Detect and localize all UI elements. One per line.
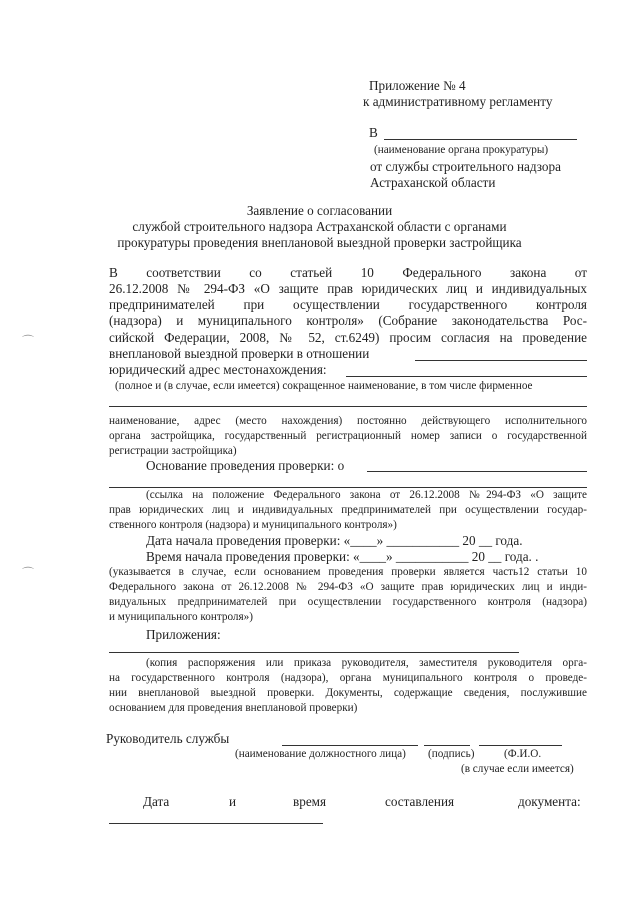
title-line-1: Заявление о согласовании bbox=[246, 203, 393, 218]
basis-line bbox=[367, 471, 587, 472]
footer-word-compilation: составления bbox=[385, 794, 455, 809]
margin-mark: ⌒ bbox=[22, 566, 35, 580]
fio-hint-2: (в случае если имеется) bbox=[461, 763, 574, 775]
attachments-line bbox=[109, 652, 519, 653]
start-time: Время начала проведения проверки: «____» ___________ 20 __ года. . bbox=[146, 549, 539, 564]
prosecutor-name-line bbox=[384, 139, 577, 140]
position-hint: (наименование должностного лица) bbox=[235, 748, 406, 760]
footer-word-date: Дата bbox=[143, 794, 170, 809]
position-line bbox=[282, 745, 418, 746]
basis-label: Основание проведения проверки: о bbox=[146, 458, 345, 473]
fio-line bbox=[479, 745, 562, 746]
legal-address-line bbox=[346, 376, 587, 377]
attachments-hint-2: на государственного контроля (надзора), органа муниципального контроля о проведе- bbox=[109, 672, 587, 684]
developer-name-line bbox=[415, 360, 587, 361]
name-hint-cont-2: органа застройщика, государственный регистрационный номер записи о государственной bbox=[109, 430, 587, 442]
footer-word-time: время bbox=[293, 794, 327, 809]
attachments-hint-1: (копия распоряжения или приказа руководителя, заместителя руководителя орга- bbox=[146, 657, 587, 669]
reglament-reference: к административному регламенту bbox=[363, 94, 553, 109]
basis-hint-1: (ссылка на положение Федерального закона от 26.12.2008 №294-ФЗ «О защите bbox=[146, 489, 587, 501]
body-line-3: предпринимателей при осуществлении государственного контроля bbox=[109, 297, 587, 312]
legal-address-label: юридический адрес местонахождения: bbox=[109, 362, 327, 377]
start-hint-2: Федерального закона от 26.12.2008 № 294-ФЗ «О защите прав юридических лиц и инди- bbox=[109, 581, 587, 593]
from-line-1: от службы строительного надзора bbox=[370, 159, 561, 174]
start-date: Дата начала проведения проверки: «____» ___________ 20 __ года. bbox=[146, 533, 523, 548]
start-hint-4: и муниципального контроля») bbox=[109, 611, 253, 623]
body-line-6: внеплановой выездной проверки в отношении bbox=[109, 346, 370, 361]
margin-mark: ⌒ bbox=[22, 334, 35, 348]
basis-line-2 bbox=[109, 487, 587, 488]
body-line-2: 26.12.2008 № 294-ФЗ «О защите прав юридических лиц и индивидуальных bbox=[109, 281, 587, 296]
title-line-2: службой строительного надзора Астраханской области с органами bbox=[132, 219, 507, 234]
body-line-4: (надзора) и муниципального контроля» (Собрание законодательства Рос- bbox=[109, 313, 587, 328]
attachments-label: Приложения: bbox=[146, 627, 221, 642]
date-time-line bbox=[109, 823, 323, 824]
attachments-hint-4: основанием для проведения внеплановой проверки) bbox=[109, 702, 358, 714]
basis-hint-3: ственного контроля (надзора) и муниципального контроля») bbox=[109, 519, 397, 531]
name-hint-cont-1: наименование, адрес (место нахождения) постоянно действующего исполнительного bbox=[109, 415, 587, 427]
head-of-service: Руководитель службы bbox=[106, 731, 230, 746]
name-hint: (полное и (в случае, если имеется) сокращенное наименование, в том числе фирменное bbox=[115, 380, 533, 392]
developer-details-line bbox=[109, 406, 587, 407]
title-line-3: прокуратуры проведения внеплановой выездной проверки застройщика bbox=[117, 235, 522, 250]
start-hint-3: видуальных предпринимателей при осуществлении государственного контроля (надзора) bbox=[109, 596, 587, 608]
from-line-2: Астраханской области bbox=[370, 175, 496, 190]
start-hint-1: (указывается в случае, если основанием проведения проверки является часть12 статьи 10 bbox=[109, 566, 587, 578]
attachments-hint-3: нии внеплановой выездной проверки. Документы, содержащие сведения, послужившие bbox=[109, 687, 587, 699]
to-prefix: В bbox=[369, 125, 378, 140]
footer-word-document: документа: bbox=[518, 794, 581, 809]
fio-hint: (Ф.И.О. bbox=[504, 748, 542, 760]
name-hint-cont-3: регистрации застройщика) bbox=[109, 445, 237, 457]
appendix-number: Приложение № 4 bbox=[369, 78, 466, 93]
footer-word-and: и bbox=[229, 794, 237, 809]
signature-hint: (подпись) bbox=[428, 748, 475, 760]
body-line-1: В соответствии со статьей 10 Федерального закона от bbox=[109, 265, 587, 280]
prosecutor-hint: (наименование органа прокуратуры) bbox=[374, 144, 549, 156]
signature-line bbox=[424, 745, 470, 746]
body-line-5: сийской Федерации, 2008, № 52, ст.6249) просим согласия на проведение bbox=[109, 330, 587, 345]
basis-hint-2: прав юридических лиц и индивидуальных предпринимателей при осуществлении государ- bbox=[109, 504, 587, 516]
